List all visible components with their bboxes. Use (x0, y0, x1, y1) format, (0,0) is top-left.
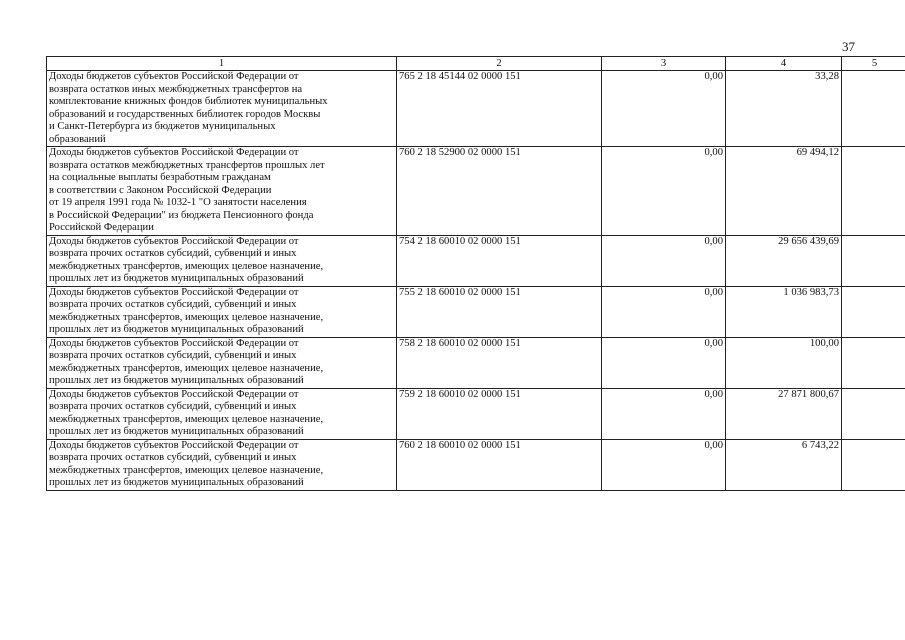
budget-classification-code: 765 2 18 45144 02 0000 151 (397, 71, 602, 147)
amount-col4: 69 494,12 (726, 147, 842, 236)
amount-col4: 29 656 439,69 (726, 235, 842, 286)
revenue-description: Доходы бюджетов субъектов Российской Федерации от возврата прочих остатков субсидий, субвенций и иных межбюджетных трансфертов, имеющих целевое назначение, прошлых лет из бюджетов муниципальных образований (47, 286, 397, 337)
amount-col4: 6 743,22 (726, 439, 842, 490)
amount-col3: 0,00 (602, 147, 726, 236)
amount-col3: 0,00 (602, 235, 726, 286)
revenue-description: Доходы бюджетов субъектов Российской Федерации от возврата прочих остатков субсидий, субвенций и иных межбюджетных трансфертов, имеющих целевое назначение, прошлых лет из бюджетов муниципальных образований (47, 235, 397, 286)
header-row (47, 57, 905, 71)
budget-classification-code: 755 2 18 60010 02 0000 151 (397, 286, 602, 337)
amount-col5 (842, 71, 905, 147)
budget-classification-code: 760 2 18 52900 02 0000 151 (397, 147, 602, 236)
amount-col5 (842, 337, 905, 388)
table-row (47, 235, 905, 286)
revenue-description: Доходы бюджетов субъектов Российской Федерации от возврата прочих остатков субсидий, субвенций и иных межбюджетных трансфертов, имеющих целевое назначение, прошлых лет из бюджетов муниципальных образований (47, 337, 397, 388)
table-row (47, 439, 905, 490)
amount-col5 (842, 388, 905, 439)
amount-col4: 27 871 800,67 (726, 388, 842, 439)
table-row (47, 147, 905, 236)
amount-col4: 100,00 (726, 337, 842, 388)
amount-col5 (842, 147, 905, 236)
budget-revenue-table (46, 56, 905, 491)
amount-col4: 1 036 983,73 (726, 286, 842, 337)
budget-classification-code: 759 2 18 60010 02 0000 151 (397, 388, 602, 439)
budget-classification-code: 758 2 18 60010 02 0000 151 (397, 337, 602, 388)
column-header: 1 (47, 57, 397, 71)
column-header: 5 (842, 57, 905, 71)
amount-col3: 0,00 (602, 388, 726, 439)
budget-classification-code: 760 2 18 60010 02 0000 151 (397, 439, 602, 490)
revenue-description: Доходы бюджетов субъектов Российской Федерации от возврата остатков межбюджетных трансфертов прошлых лет на социальные выплаты безработным гражданам в соответствии с Законом Российской Федерации от 19 апреля 1991 года № 1032-1 "О занятости населения в Российской Федерации" из бюджета Пенсионного фонда Российской Федерации (47, 147, 397, 236)
amount-col3: 0,00 (602, 439, 726, 490)
revenue-description: Доходы бюджетов субъектов Российской Федерации от возврата прочих остатков субсидий, субвенций и иных межбюджетных трансфертов, имеющих целевое назначение, прошлых лет из бюджетов муниципальных образований (47, 388, 397, 439)
amount-col5 (842, 235, 905, 286)
table-row (47, 286, 905, 337)
table-row (47, 71, 905, 147)
amount-col3: 0,00 (602, 337, 726, 388)
amount-col5 (842, 439, 905, 490)
revenue-description: Доходы бюджетов субъектов Российской Федерации от возврата прочих остатков субсидий, субвенций и иных межбюджетных трансфертов, имеющих целевое назначение, прошлых лет из бюджетов муниципальных образований (47, 439, 397, 490)
page-number: 37 (842, 39, 855, 54)
column-header: 3 (602, 57, 726, 71)
table-row (47, 388, 905, 439)
amount-col4: 33,28 (726, 71, 842, 147)
amount-col5 (842, 286, 905, 337)
table-row (47, 337, 905, 388)
column-header: 4 (726, 57, 842, 71)
column-header: 2 (397, 57, 602, 71)
amount-col3: 0,00 (602, 71, 726, 147)
budget-classification-code: 754 2 18 60010 02 0000 151 (397, 235, 602, 286)
revenue-description: Доходы бюджетов субъектов Российской Федерации от возврата остатков иных межбюджетных трансфертов на комплектование книжных фондов библиотек муниципальных образований и государственных библиотек городов Москвы и Санкт-Петербурга из бюджетов муниципальных образований (47, 71, 397, 147)
amount-col3: 0,00 (602, 286, 726, 337)
